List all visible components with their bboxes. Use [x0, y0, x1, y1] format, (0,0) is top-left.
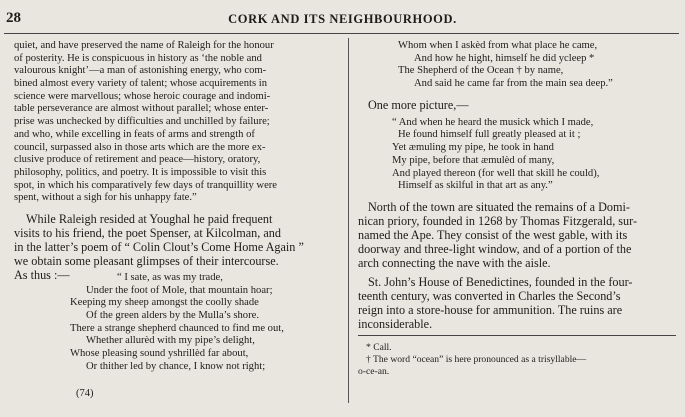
text-line: inconsiderable. [358, 316, 433, 331]
verse-line: Whom when I askèd from what place he came, [398, 40, 598, 51]
text-line: visits to his friend, the poet Spenser, at Kilcolman, and [14, 225, 281, 240]
text-line: and who, while excelling in feats of arms and strength of [14, 128, 255, 140]
text-line: table perseverance are almost without parallel; whose enter- [14, 103, 269, 115]
footnote-rule [358, 335, 676, 336]
text-line: North of the town are situated the remains of a Domi- [368, 199, 630, 214]
verse-line: There a strange shepherd chaunced to find me out, [70, 322, 284, 334]
verse-line: “ And when he heard the musick which I made, [392, 116, 594, 128]
text-line: teenth century, was converted in Charles the Second’s [358, 288, 621, 303]
verse-line: Under the foot of Mole, that mountain hoar; [86, 284, 273, 296]
text-line: As thus :— [14, 267, 70, 282]
running-title: CORK AND ITS NEIGHBOURHOOD. [228, 12, 457, 26]
verse-line: He found himself full greatly pleased at it ; [398, 129, 581, 141]
verse-line: “ I sate, as was my trade, [117, 271, 223, 283]
verse-line: Whether allurèd with my pipe’s delight, [86, 335, 255, 347]
verse-line: And how he hight, himself he did ycleep * [414, 52, 595, 64]
verse-line: Of the green alders by the Mulla’s shore. [86, 310, 259, 321]
verse-line: The Shepherd of the Ocean † by name, [398, 65, 564, 77]
text-line: St. John’s House of Benedictines, founded in the four- [368, 274, 633, 289]
text-line: bined almost every variety of talent; whose acquirements in [14, 78, 267, 90]
intro-one-more-picture [358, 98, 676, 112]
column-divider [348, 38, 349, 403]
text-line: of posterity. He is conspicuous in history as ‘the noble and [14, 52, 262, 64]
text-line: reign into a store-house for ammunition. The ruins are [358, 302, 623, 317]
text-line: One more picture,— [368, 97, 469, 112]
left-column [14, 40, 344, 373]
text-line: we obtain some pleasant glimpses of their intercourse. [14, 253, 279, 268]
header-rule [4, 33, 679, 34]
text-line: spent, without a sigh for his unhappy fate.” [14, 192, 197, 204]
text-line: council, surpassed also in those arts which are the more ex- [14, 141, 266, 153]
text-line: doorway and three-light window, and of a portion of the [358, 241, 632, 256]
footnote: † The word “ocean” is here pronounced as a trisyllable— [366, 353, 587, 365]
verse-line: Himself as skilful in that art as any.” [398, 180, 553, 192]
verse-line: And played thereon (for well that skill he could), [392, 167, 600, 179]
text-line: philosophy, politics, and poetry. It is impossible to visit this [14, 166, 267, 178]
verse-line: And said he came far from the main sea deep.” [414, 78, 613, 90]
right-column [358, 40, 676, 378]
verse-line: Whose pleasing sound yshrillèd far about, [70, 348, 249, 360]
verse-line: Or thither led by chance, I know not right; [86, 360, 266, 372]
footnote: o-ce-an. [358, 365, 390, 377]
verse-line: Yet æmuling my pipe, he took in hand [392, 142, 554, 154]
text-line: clusive produce of retirement and peace—history, oratory, [14, 154, 261, 166]
text-line: quiet, and have preserved the name of Raleigh for the honour [14, 40, 274, 51]
text-line: arch connecting the nave with the aisle. [358, 255, 551, 270]
verse-musick [358, 117, 676, 193]
verse-line: Keeping my sheep amongst the coolly shade [70, 297, 259, 309]
text-line: nican priory, founded in 1268 by Thomas Fitzgerald, sur- [358, 213, 637, 228]
verse-colin-clout [14, 272, 344, 374]
text-line: valourous knight’—a man of astonishing energy, who com- [14, 65, 267, 77]
text-line: prise was unchecked by difficulties and unchilled by failure; [14, 116, 270, 128]
verse-shepherd [358, 40, 676, 91]
verse-line: My pipe, before that æmulèd of many, [392, 154, 555, 166]
page-header [0, 10, 685, 28]
footnote: * Call. [366, 341, 392, 353]
text-line: While Raleigh resided at Youghal he paid frequent [26, 211, 273, 226]
page-number: 28 [6, 10, 21, 26]
paragraph-raleigh-character [14, 40, 344, 205]
paragraph-dominican-priory [358, 200, 676, 270]
text-line: named the Ape. They consist of the west gable, with its [358, 227, 628, 242]
text-line: science were marvellous; whose heroic courage and indomi- [14, 90, 271, 102]
text-line: in the latter’s poem of “ Colin Clout’s Come Home Again ” [14, 239, 304, 254]
text-line: spot, in which his comparatively few days of tranquillity were [14, 179, 278, 191]
paragraph-st-johns-house [358, 275, 676, 331]
signature-mark: (74) [76, 388, 94, 399]
footnotes [358, 342, 676, 378]
